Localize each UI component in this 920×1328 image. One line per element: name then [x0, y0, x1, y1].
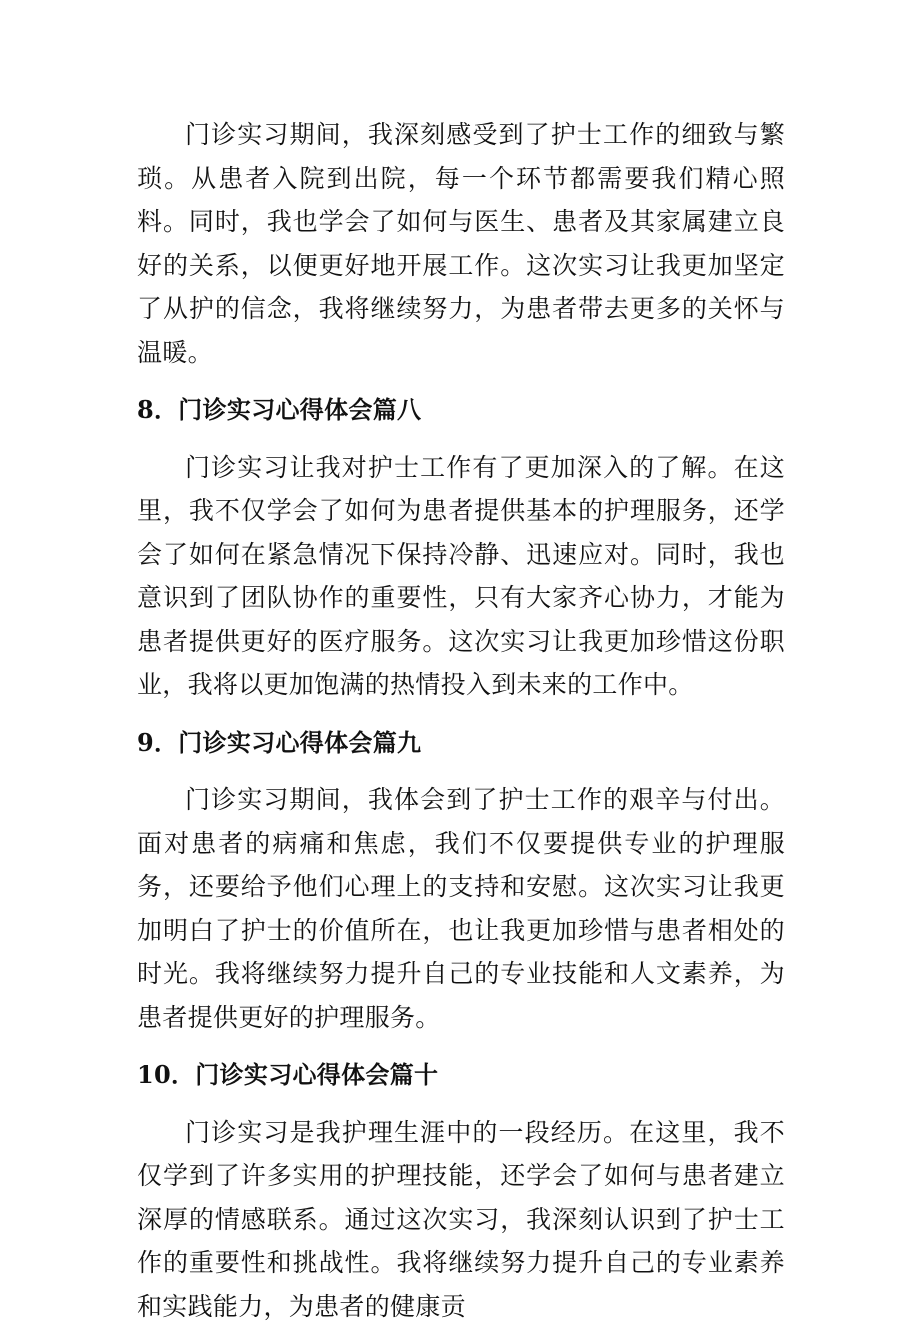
section-heading-8: 8．门诊实习心得体会篇八 [137, 388, 785, 432]
section-heading-10: 10．门诊实习心得体会篇十 [137, 1053, 785, 1097]
paragraph-10: 门诊实习是我护理生涯中的一段经历。在这里，我不仅学到了许多实用的护理技能，还学会了如何与患者建立深厚的情感联系。通过这次实习，我深刻认识到了护士工作的重要性和挑战性。我将继续努力提升自己的专业素养和实践能力，为患者的健康贡 [137, 1111, 785, 1328]
document-page [137, 113, 785, 1328]
paragraph-9: 门诊实习期间，我体会到了护士工作的艰辛与付出。面对患者的病痛和焦虑，我们不仅要提供专业的护理服务，还要给予他们心理上的支持和安慰。这次实习让我更加明白了护士的价值所在，也让我更加珍惜与患者相处的时光。我将继续努力提升自己的专业技能和人文素养，为患者提供更好的护理服务。 [137, 778, 785, 1039]
paragraph-7-continued: 门诊实习期间，我深刻感受到了护士工作的细致与繁琐。从患者入院到出院，每一个环节都需要我们精心照料。同时，我也学会了如何与医生、患者及其家属建立良好的关系，以便更好地开展工作。这次实习让我更加坚定了从护的信念，我将继续努力，为患者带去更多的关怀与温暖。 [137, 113, 785, 374]
paragraph-8: 门诊实习让我对护士工作有了更加深入的了解。在这里，我不仅学会了如何为患者提供基本的护理服务，还学会了如何在紧急情况下保持冷静、迅速应对。同时，我也意识到了团队协作的重要性，只有大家齐心协力，才能为患者提供更好的医疗服务。这次实习让我更加珍惜这份职业，我将以更加饱满的热情投入到未来的工作中。 [137, 446, 785, 707]
section-heading-9: 9．门诊实习心得体会篇九 [137, 721, 785, 765]
